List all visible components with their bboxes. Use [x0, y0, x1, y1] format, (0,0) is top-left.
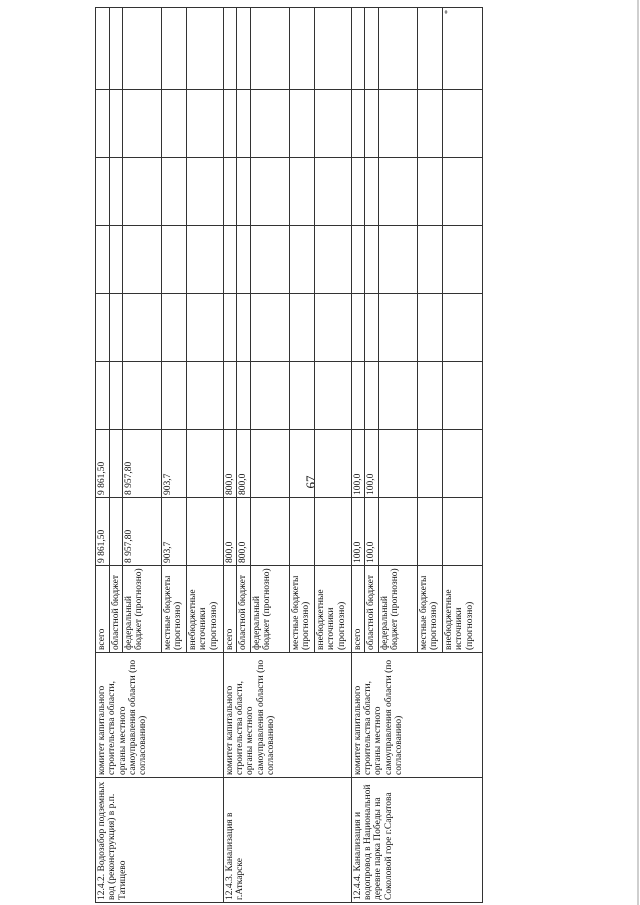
total-amount-cell: 800,0 — [237, 498, 251, 566]
empty-year-cell — [365, 158, 379, 226]
empty-year-cell — [378, 8, 417, 90]
empty-year-cell — [109, 294, 123, 362]
total-amount-cell: 8 957,80 — [123, 498, 162, 566]
empty-year-cell — [378, 90, 417, 158]
funding-source-cell: областной бюджет — [365, 566, 379, 653]
empty-year-cell — [161, 362, 186, 430]
empty-year-cell — [237, 90, 251, 158]
funding-source-cell: всего — [96, 566, 110, 653]
empty-year-cell — [365, 226, 379, 294]
empty-year-cell — [351, 8, 365, 90]
empty-year-cell — [315, 158, 352, 226]
empty-year-cell — [351, 294, 365, 362]
empty-year-cell — [315, 90, 352, 158]
executor-cell: комитет капитального строительства области, органы местного самоуправления области (по согласованию) — [223, 653, 351, 778]
empty-year-cell — [187, 158, 224, 226]
funding-source-cell: областной бюджет — [237, 566, 251, 653]
year-amount-cell: 9 861,50 — [96, 430, 110, 498]
empty-year-cell — [109, 226, 123, 294]
empty-year-cell — [123, 8, 162, 90]
empty-year-cell — [109, 158, 123, 226]
table-row — [223, 8, 237, 903]
empty-year-cell — [250, 90, 289, 158]
empty-year-cell — [365, 294, 379, 362]
empty-year-cell — [250, 294, 289, 362]
total-amount-cell: 9 861,50 — [96, 498, 110, 566]
total-amount-cell: 903,7 — [161, 498, 186, 566]
empty-year-cell — [123, 294, 162, 362]
empty-year-cell — [351, 362, 365, 430]
empty-year-cell — [378, 294, 417, 362]
funding-source-cell: внебюджетные источники (прогнозно) — [443, 566, 483, 653]
empty-year-cell — [417, 362, 442, 430]
empty-year-cell — [96, 90, 110, 158]
empty-year-cell — [237, 8, 251, 90]
funding-source-cell: местные бюджеты (прогнозно) — [289, 566, 314, 653]
empty-year-cell — [289, 158, 314, 226]
empty-year-cell — [289, 226, 314, 294]
empty-year-cell — [289, 90, 314, 158]
empty-year-cell — [351, 158, 365, 226]
empty-year-cell — [187, 8, 224, 90]
year-amount-cell — [315, 430, 352, 498]
year-amount-cell: 903,7 — [161, 430, 186, 498]
total-amount-cell — [109, 498, 123, 566]
empty-year-cell — [223, 8, 237, 90]
empty-year-cell — [417, 294, 442, 362]
total-amount-cell — [187, 498, 224, 566]
corner-mark-cell: * — [443, 8, 483, 90]
funding-source-cell: федеральный бюджет (прогнозно) — [378, 566, 417, 653]
total-amount-cell: 800,0 — [223, 498, 237, 566]
empty-year-cell — [187, 362, 224, 430]
total-amount-cell: 100,0 — [351, 498, 365, 566]
empty-year-cell — [223, 158, 237, 226]
year-amount-cell — [187, 430, 224, 498]
funding-source-cell: внебюджетные источники (прогнозно) — [315, 566, 352, 653]
empty-year-cell — [96, 158, 110, 226]
empty-year-cell — [250, 158, 289, 226]
total-amount-cell — [378, 498, 417, 566]
empty-year-cell — [443, 226, 483, 294]
year-amount-cell — [443, 430, 483, 498]
funding-source-cell: областной бюджет — [109, 566, 123, 653]
empty-year-cell — [443, 90, 483, 158]
empty-year-cell — [250, 226, 289, 294]
empty-year-cell — [96, 226, 110, 294]
empty-year-cell — [443, 294, 483, 362]
empty-year-cell — [378, 158, 417, 226]
year-amount-cell — [378, 430, 417, 498]
empty-year-cell — [378, 362, 417, 430]
measure-name-cell: 12.4.4. Канализация и водопровод в Национальной деревне парка Победы на Соколовой горе г.Саратова — [351, 778, 482, 903]
empty-year-cell — [223, 294, 237, 362]
year-amount-cell: 100,0 — [365, 430, 379, 498]
year-amount-cell: 100,0 — [351, 430, 365, 498]
total-amount-cell — [250, 498, 289, 566]
rotated-table-wrapper — [95, 10, 483, 903]
year-amount-cell: 800,0 — [223, 430, 237, 498]
empty-year-cell — [289, 8, 314, 90]
empty-year-cell — [123, 226, 162, 294]
empty-year-cell — [365, 90, 379, 158]
funding-source-cell: внебюджетные источники (прогнозно) — [187, 566, 224, 653]
empty-year-cell — [161, 294, 186, 362]
empty-year-cell — [365, 8, 379, 90]
empty-year-cell — [161, 90, 186, 158]
funding-source-cell: местные бюджеты (прогнозно) — [417, 566, 442, 653]
empty-year-cell — [315, 294, 352, 362]
total-amount-cell: 100,0 — [365, 498, 379, 566]
empty-year-cell — [223, 226, 237, 294]
funding-source-cell: всего — [223, 566, 237, 653]
total-amount-cell — [289, 498, 314, 566]
table-row — [96, 8, 110, 903]
executor-cell: комитет капитального строительства области, органы местного самоуправления области (по согласованию) — [96, 653, 224, 778]
program-funding-table — [95, 7, 483, 903]
empty-year-cell — [315, 362, 352, 430]
empty-year-cell — [96, 294, 110, 362]
scan-edge-line — [637, 0, 639, 905]
empty-year-cell — [187, 90, 224, 158]
year-amount-cell: 8 957,80 — [123, 430, 162, 498]
empty-year-cell — [417, 90, 442, 158]
empty-year-cell — [161, 8, 186, 90]
total-amount-cell — [417, 498, 442, 566]
funding-source-cell: всего — [351, 566, 365, 653]
empty-year-cell — [96, 8, 110, 90]
empty-year-cell — [351, 226, 365, 294]
empty-year-cell — [351, 90, 365, 158]
empty-year-cell — [123, 158, 162, 226]
empty-year-cell — [289, 294, 314, 362]
year-amount-cell — [289, 430, 314, 498]
empty-year-cell — [187, 294, 224, 362]
empty-year-cell — [289, 362, 314, 430]
empty-year-cell — [250, 8, 289, 90]
table-row — [351, 8, 365, 903]
year-amount-cell — [109, 430, 123, 498]
empty-year-cell — [417, 8, 442, 90]
total-amount-cell — [443, 498, 483, 566]
measure-name-cell: 12.4.3. Канализация в г.Аткарске — [223, 778, 351, 903]
empty-year-cell — [123, 90, 162, 158]
empty-year-cell — [417, 158, 442, 226]
empty-year-cell — [378, 226, 417, 294]
empty-year-cell — [417, 226, 442, 294]
empty-year-cell — [443, 158, 483, 226]
executor-cell: комитет капитального строительства области, органы местного самоуправления области (по согласованию) — [351, 653, 482, 778]
year-amount-cell — [417, 430, 442, 498]
empty-year-cell — [123, 362, 162, 430]
total-amount-cell — [315, 498, 352, 566]
empty-year-cell — [237, 294, 251, 362]
empty-year-cell — [315, 226, 352, 294]
empty-year-cell — [237, 362, 251, 430]
empty-year-cell — [109, 362, 123, 430]
empty-year-cell — [250, 362, 289, 430]
year-amount-cell — [250, 430, 289, 498]
empty-year-cell — [187, 226, 224, 294]
empty-year-cell — [365, 362, 379, 430]
empty-year-cell — [161, 158, 186, 226]
empty-year-cell — [109, 8, 123, 90]
empty-year-cell — [223, 362, 237, 430]
empty-year-cell — [237, 226, 251, 294]
page-number: 67 — [303, 475, 318, 489]
measure-name-cell: 12.4.2. Водозабор подземных вод (реконструкция) в р.п. Татищево — [96, 778, 224, 903]
funding-source-cell: федеральный бюджет (прогнозно) — [250, 566, 289, 653]
empty-year-cell — [315, 8, 352, 90]
funding-source-cell: местные бюджеты (прогнозно) — [161, 566, 186, 653]
empty-year-cell — [237, 158, 251, 226]
empty-year-cell — [109, 90, 123, 158]
funding-source-cell: федеральный бюджет (прогнозно) — [123, 566, 162, 653]
empty-year-cell — [223, 90, 237, 158]
year-amount-cell: 800,0 — [237, 430, 251, 498]
empty-year-cell — [161, 226, 186, 294]
empty-year-cell — [443, 362, 483, 430]
empty-year-cell — [96, 362, 110, 430]
